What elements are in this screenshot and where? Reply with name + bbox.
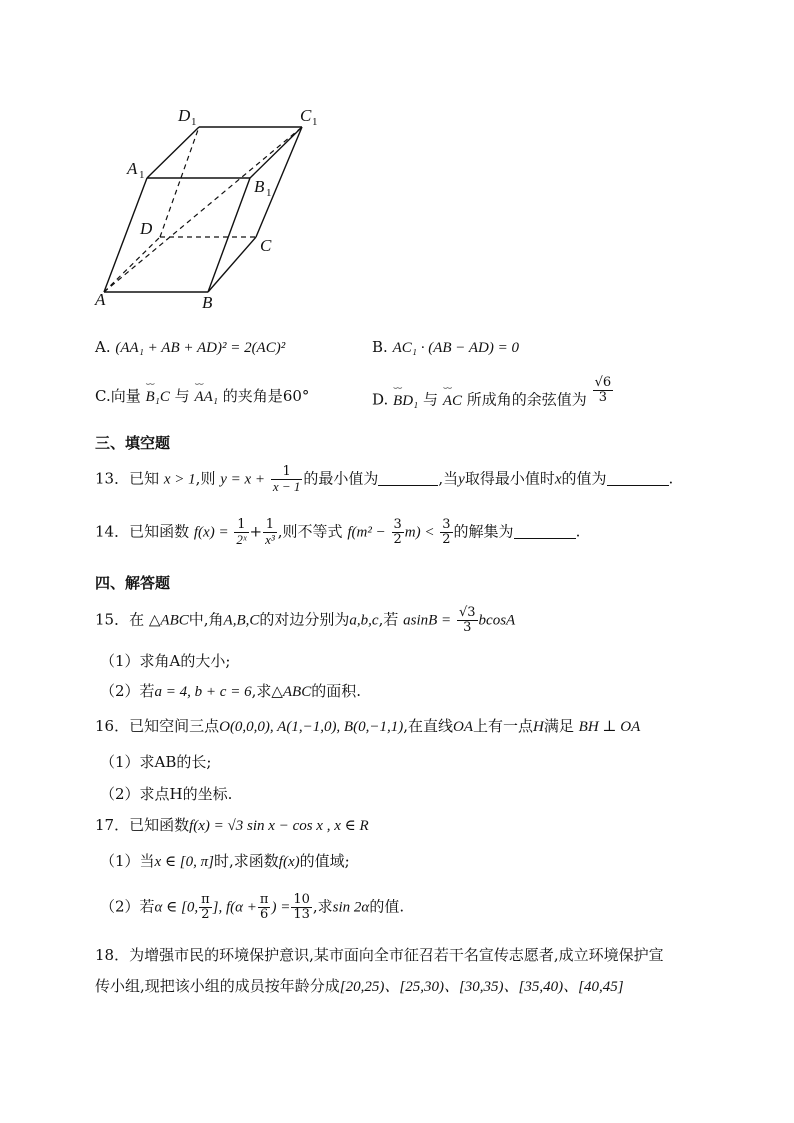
option-a-formula: (AA₁ + AB + AD)² = 2(AC)²	[115, 340, 286, 356]
label-D1: D	[178, 106, 191, 125]
question-18-line-1: 18．为增强市民的环境保护意识,某市面向全市征召若干名宣传志愿者,成立环境保护宣	[95, 946, 664, 964]
label-A: A	[95, 290, 106, 309]
question-17: 17．已知函数f(x) = √3 sin x − cos x , x ∈ R	[95, 816, 369, 834]
option-d: D. ⌣⌣ BD₁ 与 ⌣⌣ AC 所成角的余弦值为 $\frac{√6}{3}$	[372, 376, 614, 411]
option-a: A. (AA₁ + AB + AD)² = 2(AC)²	[95, 338, 286, 356]
label-B1: B	[254, 177, 265, 196]
label-B: B	[202, 293, 213, 312]
vector-ac: ⌣⌣ AC	[443, 391, 462, 411]
vector-aa1: ⌣⌣ AA₁	[194, 387, 218, 407]
label-D1-sub: 1	[191, 116, 197, 128]
label-B1-sub: 1	[266, 187, 272, 199]
label-C1-sub: 1	[312, 116, 318, 128]
option-b-formula: AC₁ · (AB − AD) = 0	[392, 340, 519, 356]
question-13: 13．已知 x > 1,则 y = x + $\frac{1}{x - 1}$ 的最小值为 ,当y取得最小值时x的值为 .	[95, 464, 674, 494]
label-D: D	[140, 219, 153, 238]
parallelepiped-figure	[90, 100, 330, 315]
fraction-sqrt6-3: $\frac{√6}{3}$	[594, 375, 612, 405]
question-15-part-2: （2）若a = 4, b + c = 6,求△ABC的面积.	[100, 682, 362, 700]
vector-bd1: ⌣⌣ BD₁	[393, 391, 418, 411]
question-18-line-2: 传小组,现把该小组的成员按年龄分成[20,25)、[25,30)、[30,35)、[35,40)、[40,45]	[95, 977, 624, 995]
question-16-part-2: （2）求点H的坐标.	[100, 785, 233, 803]
answer-blank-13b[interactable]	[607, 469, 669, 486]
label-A1-sub: 1	[139, 169, 145, 181]
label-C: C	[260, 236, 272, 255]
answer-blank-13a[interactable]	[378, 469, 438, 486]
question-16: 16．已知空间三点O(0,0,0), A(1,−1,0), B(0,−1,1),在直线OA上有一点H满足 BH ⊥ OA	[95, 717, 641, 735]
question-16-part-1: （1）求AB的长;	[100, 753, 212, 771]
section-solve: 四、解答题	[95, 574, 171, 592]
answer-blank-14[interactable]	[514, 522, 576, 539]
label-C1: C	[300, 106, 312, 125]
question-17-part-1: （1）当x ∈ [0, π]时,求函数f(x)的值域;	[100, 852, 350, 870]
vector-b1c: ⌣⌣ B₁C	[146, 387, 170, 407]
question-15-part-1: （1）求角A的大小;	[100, 652, 231, 670]
question-15: 15．在 △ABC中,角A,B,C的对边分别为a,b,c,若 asinB = $\frac{√3}{3}$ bcosA	[95, 605, 516, 635]
question-14: 14．已知函数 f(x) = $\frac{1}{\text{2ˣ}}$ + $\frac{1}{\text{x³}}$ ,则不等式 f(m² − $\frac{3}{2}$ m) < $\frac{3}{2}$ 的解集为 .	[95, 517, 581, 547]
option-c: C.向量 ⌣⌣ B₁C 与 ⌣⌣ AA₁ 的夹角是60°	[95, 386, 309, 407]
question-17-part-2: （2）若α ∈ [0, $\frac{\pi}{2}$ ], f(α + $\frac{\pi}{6}$ ) = $\frac{10}{13}$ ,求sin 2α的值.	[100, 892, 405, 922]
section-fill-in: 三、填空题	[95, 434, 171, 452]
option-b: B. AC₁ · (AB − AD) = 0	[372, 338, 519, 356]
label-A1: A	[127, 159, 138, 178]
